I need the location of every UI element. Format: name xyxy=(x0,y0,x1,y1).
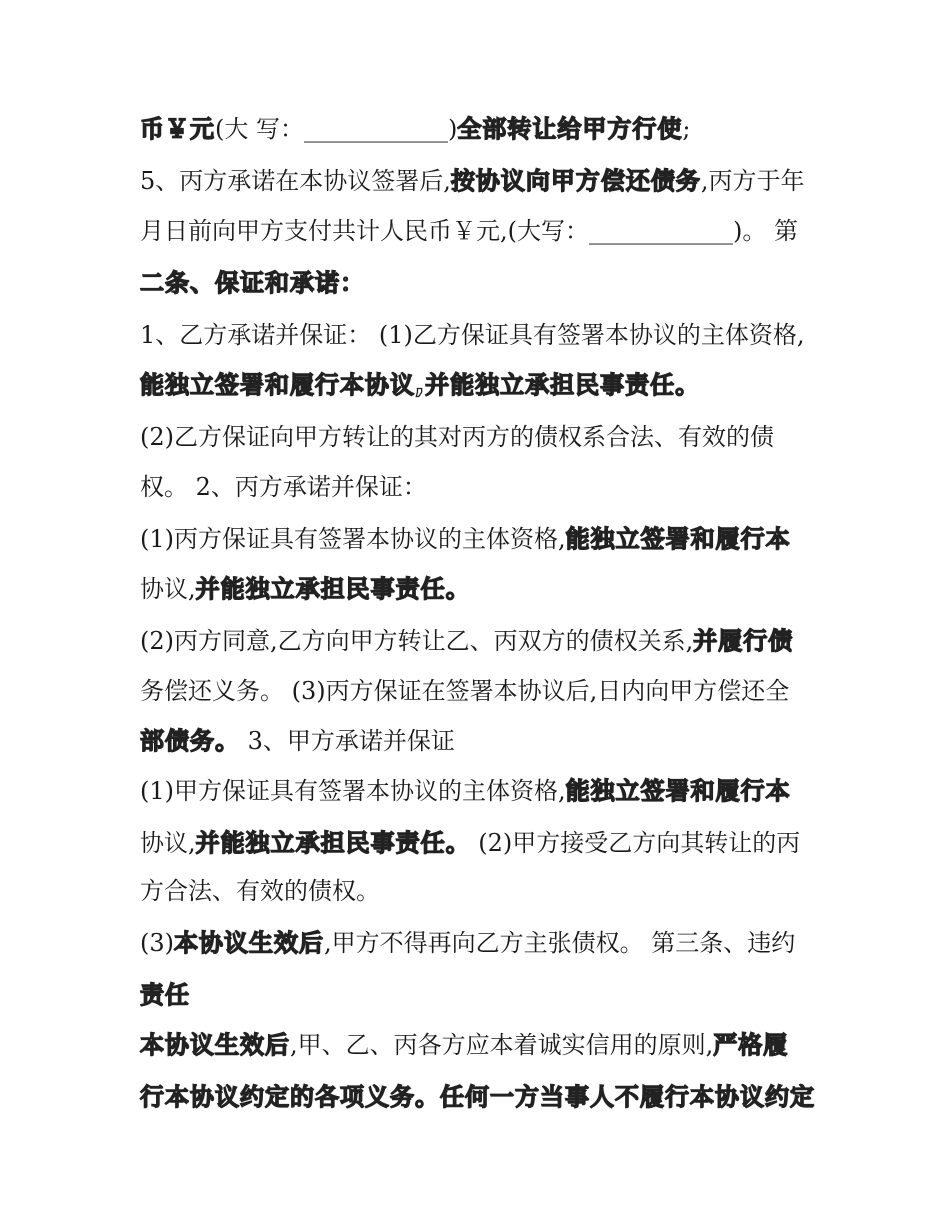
text-span: 方合法、有效的债权。 xyxy=(140,877,380,905)
text-span: 责任 xyxy=(140,981,190,1009)
text-span: 全部转让给甲方行使 xyxy=(457,115,683,143)
text-span: 月日前向甲方支付共计人民币￥元,(大写：____________)。 第 xyxy=(140,217,798,245)
text-line xyxy=(140,726,455,756)
text-span: (1)丙方保证具有签署本协议的主体资格, xyxy=(140,525,566,553)
text-span: 协议, xyxy=(140,829,196,857)
text-span: 二条、保证和承诺： xyxy=(140,269,365,297)
text-span: 币￥元 xyxy=(140,115,215,143)
text-span: 行本协议约定的各项义务。任何一方当事人不履行本协议约定 xyxy=(140,1083,815,1111)
text-span: 并能独立承担民事责任。 xyxy=(195,575,471,603)
text-line xyxy=(140,1082,815,1112)
text-span: 协议, xyxy=(140,575,196,603)
text-line xyxy=(140,828,800,858)
text-line xyxy=(140,216,798,246)
text-span: 3、甲方承诺并保证 xyxy=(240,727,455,755)
text-line xyxy=(140,422,774,452)
text-span: 本协议生效后 xyxy=(140,1031,290,1059)
text-span: (2)甲方接受乙方向其转让的丙 xyxy=(470,829,801,857)
text-span: 并履行债 xyxy=(693,627,794,655)
text-span: 本协议生效后 xyxy=(174,929,324,957)
text-span: (1)甲方保证具有签署本协议的主体资格, xyxy=(140,777,566,805)
text-line xyxy=(140,268,365,298)
text-line xyxy=(140,320,805,350)
text-span: ; xyxy=(682,115,691,143)
text-span: (2)乙方保证向甲方转让的其对丙方的债权系合法、有效的债 xyxy=(140,423,774,451)
text-line xyxy=(140,928,795,958)
text-line xyxy=(140,626,793,656)
text-span: (2)丙方同意,乙方向甲方转让乙、丙双方的债权关系, xyxy=(140,627,694,655)
text-span: 并能独立承担民事责任。 xyxy=(195,829,471,857)
text-span: 能独立签署和履行本 xyxy=(565,777,791,805)
text-span: ,丙方于年 xyxy=(700,167,805,195)
text-line xyxy=(140,370,700,400)
text-line xyxy=(140,676,789,706)
text-line xyxy=(140,574,471,604)
text-line xyxy=(140,1030,788,1060)
text-span: 严格履 xyxy=(713,1031,789,1059)
text-span: 5、丙方承诺在本协议签署后, xyxy=(140,167,451,195)
text-line xyxy=(140,980,190,1010)
text-span: (大 写：____________) xyxy=(215,115,458,143)
text-line xyxy=(140,876,380,906)
text-span: 1、乙方承诺并保证： (1)乙方保证具有签署本协议的主体资格, xyxy=(140,321,805,349)
text-line xyxy=(140,472,427,502)
text-span: ,甲方不得再向乙方主张债权。 第三条、违约 xyxy=(324,929,796,957)
text-line xyxy=(140,524,791,554)
text-span: ,甲、乙、丙各方应本着诚实信用的原则, xyxy=(290,1031,714,1059)
text-span: 权。 2、丙方承诺并保证： xyxy=(140,473,427,501)
text-line xyxy=(140,166,805,196)
text-span: 部债务。 xyxy=(140,727,240,755)
text-span: 按协议向甲方偿还债务 xyxy=(450,167,701,195)
text-line xyxy=(140,776,791,806)
text-span: 能独立签署和履行本 xyxy=(565,525,791,553)
text-span: (3) xyxy=(140,929,174,957)
text-line xyxy=(140,114,690,144)
text-span: 能独立签署和履行本协议,并能独立承担民事责任。 xyxy=(140,371,701,399)
text-span: 务偿还义务。 (3)丙方保证在签署本协议后,日内向甲方偿还全 xyxy=(140,677,790,705)
